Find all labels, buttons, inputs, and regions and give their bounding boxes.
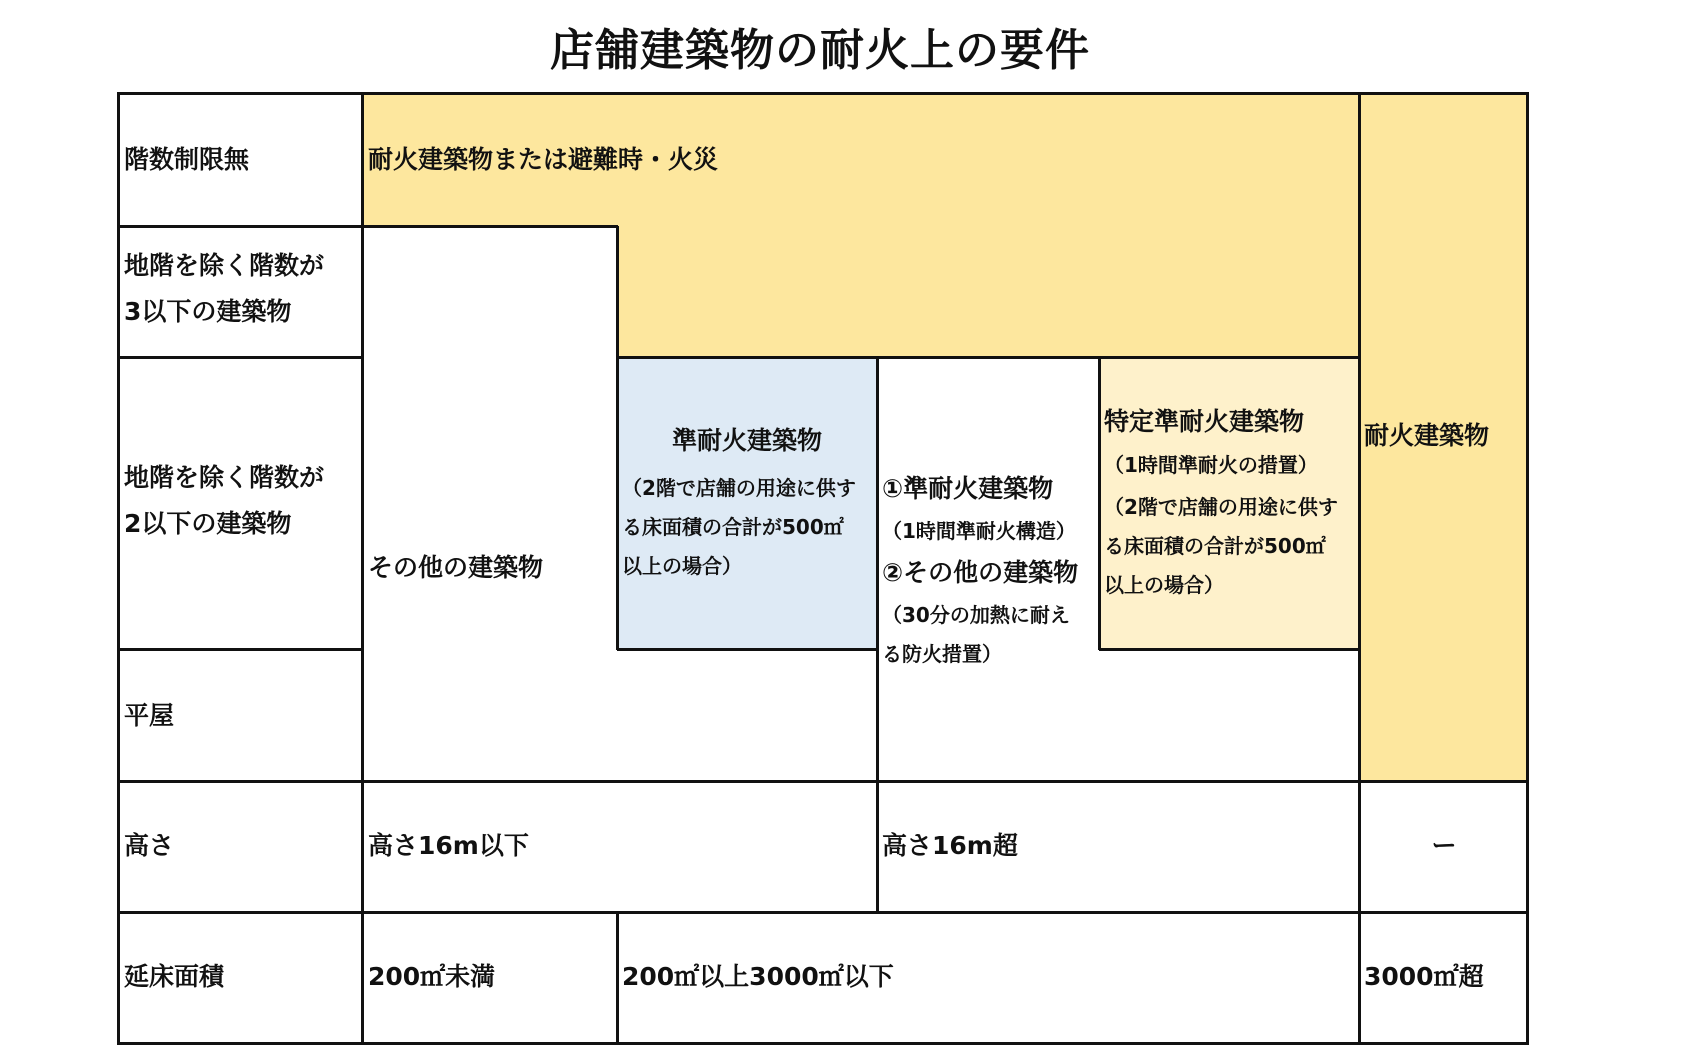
cell-fireproof: 耐火建築物 [1364, 421, 1490, 450]
row-label-two-floors-line2: 2以下の建築物 [124, 509, 292, 538]
cell-height-over-16m: 高さ16m超 [882, 831, 1018, 860]
divider-label-row-2 [119, 356, 362, 359]
specific-note-line1: （1時間準耐火の措置） [1104, 453, 1318, 477]
cell-middle-quasi-title: ①準耐火建築物 [882, 474, 1054, 503]
cell-height-none: ー [1431, 831, 1457, 860]
quasi-note-line2: る床面積の合計が500㎡ [622, 515, 844, 539]
divider-area-row-top [119, 911, 1528, 914]
cell-middle-other-title: ②その他の建築物 [882, 558, 1079, 587]
cell-area-over-3000: 3000㎡超 [1364, 962, 1484, 991]
divider-label-row-1 [119, 225, 362, 228]
cell-middle-quasi-note: （1時間準耐火構造） [882, 519, 1076, 543]
cell-quasi-fireproof-notes [622, 469, 856, 586]
row-label-two-floors-line1: 地階を除く階数が [124, 463, 325, 492]
row-label-height: 高さ [124, 831, 175, 860]
divider-middle-specific [1098, 357, 1101, 650]
row-label-three-floors-line2: 3以下の建築物 [124, 297, 292, 326]
row-label-three-floors-line1: 地階を除く階数が [124, 251, 325, 280]
specific-note-line4: 以上の場合） [1104, 573, 1224, 597]
row-label-single-story: 平屋 [124, 701, 175, 730]
cell-fireproof-or-evacuation: 耐火建築物または避難時・火災 [368, 145, 719, 174]
cell-middle-other-notes [882, 596, 1070, 674]
middle-other-note-line1: （30分の加熱に耐え [882, 603, 1070, 627]
divider-label-row-3 [119, 648, 362, 651]
cell-other-buildings: その他の建築物 [368, 553, 544, 582]
row-label-three-floors [124, 246, 324, 332]
divider-specific-bottom [1099, 648, 1359, 651]
quasi-note-line3: 以上の場合） [622, 554, 742, 578]
cell-area-200-to-3000: 200㎡以上3000㎡以下 [622, 962, 894, 991]
divider-quasi-top [617, 356, 1359, 359]
cell-height-16m-or-less: 高さ16m以下 [368, 831, 529, 860]
divider-area-small-medium [616, 912, 619, 1044]
page-title: 店舗建築物の耐火上の要件 [550, 25, 1090, 76]
divider-quasi-bottom [617, 648, 878, 651]
middle-other-note-line2: る防火措置） [882, 642, 1002, 666]
row-label-two-floors [124, 458, 324, 544]
specific-note-line2: （2階で店舗の用途に供す [1104, 495, 1338, 519]
cell-specific-quasi-title: 特定準耐火建築物 [1104, 407, 1305, 436]
divider-height-row-top [119, 780, 1528, 783]
cell-area-under-200: 200㎡未満 [368, 962, 496, 991]
divider-other-top [362, 225, 618, 228]
divider-left-label-column [361, 94, 364, 1044]
specific-note-line3: る床面積の合計が500㎡ [1104, 534, 1326, 558]
row-label-no-floor-limit: 階数制限無 [124, 145, 250, 174]
cell-quasi-fireproof-title: 準耐火建築物 [671, 426, 822, 455]
row-label-floor-area: 延床面積 [124, 962, 225, 991]
divider-right-fireproof-column [1358, 94, 1361, 1044]
quasi-note-line1: （2階で店舗の用途に供す [622, 476, 856, 500]
cell-specific-quasi-notes [1104, 446, 1338, 605]
